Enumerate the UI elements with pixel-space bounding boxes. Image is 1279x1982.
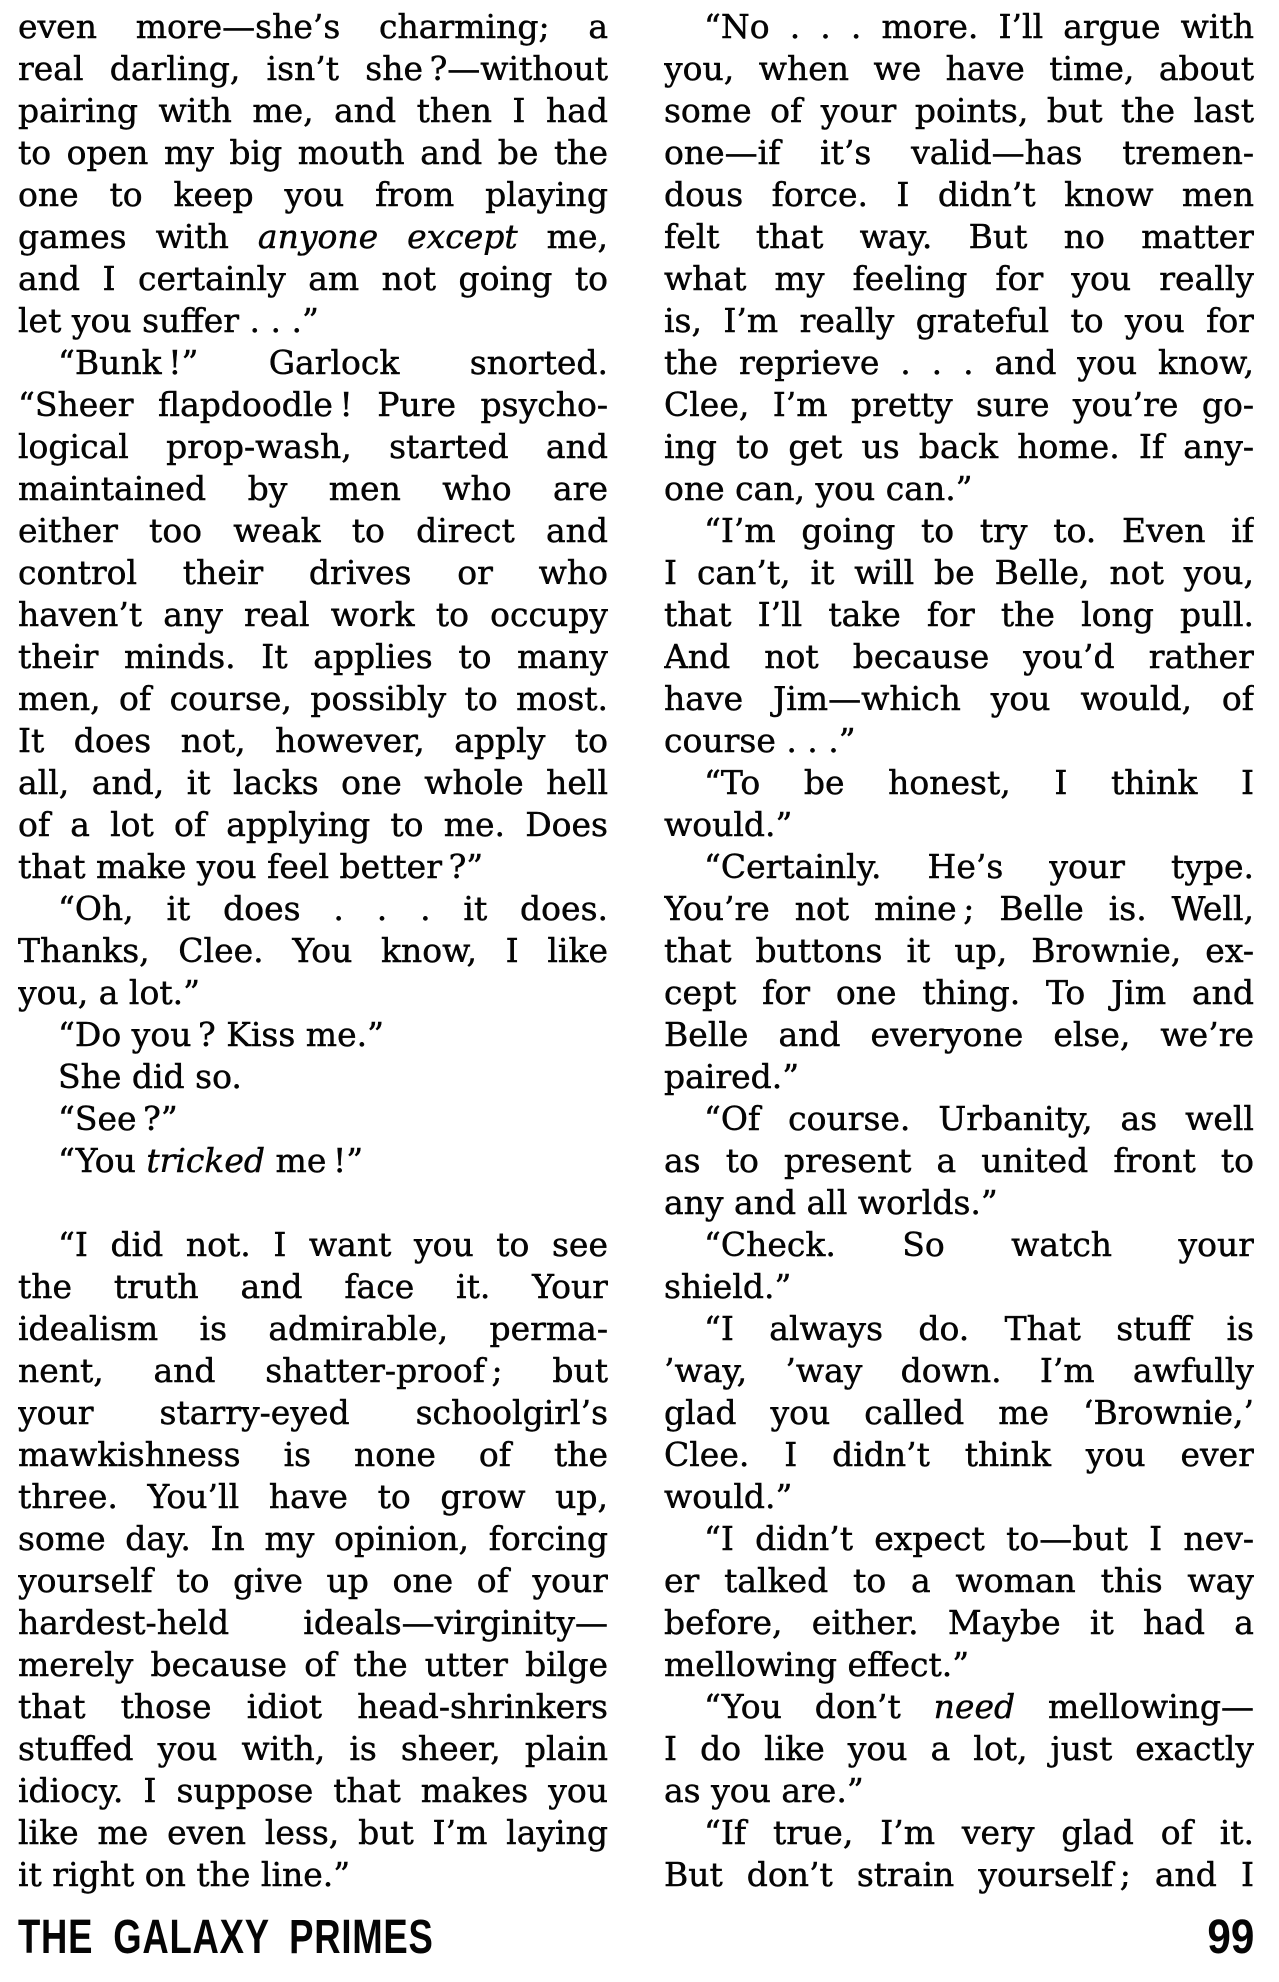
text-segment: dous force. I didn’t know men	[664, 175, 1254, 214]
text-line	[18, 762, 608, 804]
text-segment: I can’t, it will be Belle, not you,	[664, 553, 1254, 592]
text-segment: “Do you ? Kiss me.”	[58, 1015, 384, 1054]
text-segment: is, I’m really grateful to you for	[664, 301, 1254, 340]
text-line	[18, 90, 608, 132]
text-line	[18, 48, 608, 90]
text-line	[664, 804, 1254, 846]
text-line	[664, 6, 1254, 48]
italic-text: tricked	[146, 1141, 266, 1180]
text-segment: Thanks, Clee. You know, I like	[18, 931, 608, 970]
text-segment: I do like you a lot, just exactly	[664, 1729, 1254, 1768]
text-line	[18, 888, 608, 930]
text-segment: haven’t any real work to occupy	[18, 595, 608, 634]
text-line	[18, 510, 608, 552]
text-line	[664, 132, 1254, 174]
text-segment: glad you called me ‘Brownie,’	[664, 1393, 1254, 1432]
text-line	[664, 1266, 1254, 1308]
text-line	[664, 426, 1254, 468]
text-line	[664, 1812, 1254, 1854]
text-segment: “I didn’t expect to—but I nev-	[704, 1519, 1254, 1558]
text-line	[18, 174, 608, 216]
text-line	[664, 384, 1254, 426]
text-segment: some day. In my opinion, forcing	[18, 1519, 608, 1558]
text-segment: “I did not. I want you to see	[58, 1225, 608, 1264]
text-segment: ing to get us back home. If any-	[664, 427, 1254, 466]
text-line	[18, 1140, 608, 1182]
text-line	[664, 1728, 1254, 1770]
text-line	[18, 258, 608, 300]
text-segment: that those idiot head-shrinkers	[18, 1687, 608, 1726]
text-line	[18, 1644, 608, 1686]
text-segment: control their drives or who	[18, 553, 608, 592]
text-segment: ’way, ’way down. I’m awfully	[664, 1351, 1254, 1390]
text-segment: idealism is admirable, perma-	[18, 1309, 608, 1348]
text-line	[18, 342, 608, 384]
text-segment: “Of course. Urbanity, as well	[704, 1099, 1254, 1138]
text-line	[664, 720, 1254, 762]
text-segment: yourself to give up one of your	[18, 1561, 608, 1600]
italic-text: anyone except	[257, 217, 518, 256]
text-line	[664, 636, 1254, 678]
text-segment: one—if it’s valid—has tremen-	[664, 133, 1254, 172]
text-line	[664, 594, 1254, 636]
text-line	[664, 300, 1254, 342]
text-segment: Belle and everyone else, we’re	[664, 1015, 1254, 1054]
text-line	[18, 1686, 608, 1728]
text-line	[18, 1518, 608, 1560]
text-line	[18, 1602, 608, 1644]
text-segment: course . . .”	[664, 721, 856, 760]
text-columns	[18, 6, 1254, 1896]
text-line	[664, 1014, 1254, 1056]
text-line	[18, 216, 608, 258]
text-line	[18, 426, 608, 468]
text-line	[664, 1644, 1254, 1686]
text-segment: even more—she’s charming; a	[18, 7, 608, 46]
text-line	[18, 552, 608, 594]
text-line	[664, 1686, 1254, 1728]
text-line	[664, 1392, 1254, 1434]
text-line	[18, 384, 608, 426]
text-segment: But don’t strain yourself ; and I	[664, 1855, 1254, 1894]
text-line	[664, 1518, 1254, 1560]
text-segment: men, of course, possibly to most.	[18, 679, 608, 718]
text-segment: that make you feel better ?”	[18, 847, 484, 886]
text-segment: any and all worlds.”	[664, 1183, 998, 1222]
text-line	[664, 1602, 1254, 1644]
text-segment: like me even less, but I’m laying	[18, 1813, 608, 1852]
text-segment: that I’ll take for the long pull.	[664, 595, 1254, 634]
text-segment: you, when we have time, about	[664, 49, 1254, 88]
text-line	[664, 258, 1254, 300]
text-line	[664, 1056, 1254, 1098]
text-segment: as you are.”	[664, 1771, 864, 1810]
text-segment: that buttons it up, Brownie, ex-	[664, 931, 1254, 970]
text-segment: one can, you can.”	[664, 469, 973, 508]
text-line	[664, 1308, 1254, 1350]
text-line	[18, 1014, 608, 1056]
text-segment: “See ?”	[58, 1099, 178, 1138]
running-title: THE GALAXY PRIMES	[18, 1911, 434, 1964]
text-line	[18, 132, 608, 174]
right-column	[664, 6, 1254, 1896]
text-segment: Clee. I didn’t think you ever	[664, 1435, 1254, 1474]
text-segment: what my feeling for you really	[664, 259, 1254, 298]
text-segment: to open my big mouth and be the	[18, 133, 608, 172]
text-segment: either too weak to direct and	[18, 511, 608, 550]
text-line	[18, 930, 608, 972]
text-segment: “Certainly. He’s your type.	[704, 847, 1254, 886]
text-segment: “Check. So watch your	[704, 1225, 1254, 1264]
text-segment: “To be honest, I think I	[704, 763, 1254, 802]
text-segment: nent, and shatter-proof ; but	[18, 1351, 608, 1390]
text-line	[18, 1350, 608, 1392]
text-segment: “Oh, it does . . . it does.	[58, 889, 608, 928]
text-segment: real darling, isn’t she ?—without	[18, 49, 608, 88]
text-segment: “You	[58, 1141, 147, 1180]
text-line	[18, 468, 608, 510]
text-segment: “You don’t	[704, 1687, 934, 1726]
text-line	[18, 1476, 608, 1518]
text-segment: paired.”	[664, 1057, 800, 1096]
text-segment: er talked to a woman this way	[664, 1561, 1254, 1600]
text-segment: “Sheer flapdoodle ! Pure psycho-	[18, 385, 608, 424]
text-segment: “Bunk !” Garlock snorted.	[58, 343, 608, 382]
text-segment: me !”	[265, 1141, 364, 1180]
text-line	[664, 174, 1254, 216]
text-segment: mellowing effect.”	[664, 1645, 970, 1684]
text-segment: it right on the line.”	[18, 1855, 351, 1894]
text-line	[664, 678, 1254, 720]
text-segment: idiocy. I suppose that makes you	[18, 1771, 608, 1810]
text-line	[18, 6, 608, 48]
text-segment: “I’m going to try to. Even if	[704, 511, 1254, 550]
text-segment: would.”	[664, 1477, 793, 1516]
text-line	[18, 1854, 608, 1896]
text-segment: felt that way. But no matter	[664, 217, 1254, 256]
text-segment: as to present a united front to	[664, 1141, 1254, 1180]
text-line	[664, 1140, 1254, 1182]
text-line	[18, 300, 608, 342]
text-line	[18, 1266, 608, 1308]
text-segment: And not because you’d rather	[664, 637, 1254, 676]
text-segment: Clee, I’m pretty sure you’re go-	[664, 385, 1254, 424]
text-line	[664, 1560, 1254, 1602]
text-segment: and I certainly am not going to	[18, 259, 608, 298]
text-line	[664, 1434, 1254, 1476]
left-column	[18, 6, 608, 1896]
text-line	[664, 1770, 1254, 1812]
text-line	[664, 90, 1254, 132]
text-line	[664, 1854, 1254, 1896]
text-segment: three. You’ll have to grow up,	[18, 1477, 608, 1516]
text-segment: merely because of the utter bilge	[18, 1645, 608, 1684]
text-segment: shield.”	[664, 1267, 792, 1306]
text-segment: She did so.	[58, 1057, 242, 1096]
text-segment: one to keep you from playing	[18, 175, 608, 214]
text-segment: “No . . . more. I’ll argue with	[704, 7, 1254, 46]
text-line	[664, 1182, 1254, 1224]
text-segment: the reprieve . . . and you know,	[664, 343, 1254, 382]
text-line	[18, 1812, 608, 1854]
text-line	[18, 594, 608, 636]
text-segment: the truth and face it. Your	[18, 1267, 608, 1306]
text-segment: “I always do. That stuff is	[704, 1309, 1254, 1348]
text-segment: “If true, I’m very glad of it.	[704, 1813, 1254, 1852]
text-segment: of a lot of applying to me. Does	[18, 805, 608, 844]
text-line	[18, 1224, 608, 1266]
text-segment: some of your points, but the last	[664, 91, 1254, 130]
text-line	[664, 1224, 1254, 1266]
text-line	[664, 762, 1254, 804]
text-line	[18, 1308, 608, 1350]
text-line	[18, 846, 608, 888]
text-segment: me,	[517, 217, 608, 256]
text-segment: hardest-held ideals—virginity—	[18, 1603, 608, 1642]
text-segment: mawkishness is none of the	[18, 1435, 608, 1474]
text-segment: your starry-eyed schoolgirl’s	[18, 1393, 608, 1432]
text-line	[664, 552, 1254, 594]
text-segment: would.”	[664, 805, 793, 844]
text-segment: let you suffer . . .”	[18, 301, 319, 340]
text-segment: games with	[18, 217, 258, 256]
text-line	[664, 48, 1254, 90]
text-segment: their minds. It applies to many	[18, 637, 608, 676]
text-segment: mellowing—	[1015, 1687, 1254, 1726]
text-line	[664, 468, 1254, 510]
text-line	[18, 636, 608, 678]
text-segment: logical prop-wash, started and	[18, 427, 608, 466]
text-segment: have Jim—which you would, of	[664, 679, 1254, 718]
text-line	[664, 342, 1254, 384]
text-line	[664, 1476, 1254, 1518]
text-line	[18, 1392, 608, 1434]
text-line	[18, 1056, 608, 1098]
text-line	[18, 972, 608, 1014]
text-segment: all, and, it lacks one whole hell	[18, 763, 608, 802]
text-segment: stuffed you with, is sheer, plain	[18, 1729, 608, 1768]
italic-text: need	[933, 1687, 1016, 1726]
text-line	[18, 1770, 608, 1812]
text-line	[18, 1434, 608, 1476]
text-line	[664, 1350, 1254, 1392]
text-segment: you, a lot.”	[18, 973, 200, 1012]
text-line	[664, 216, 1254, 258]
text-line	[664, 1098, 1254, 1140]
text-line	[18, 678, 608, 720]
text-segment: maintained by men who are	[18, 469, 608, 508]
text-line	[664, 888, 1254, 930]
text-segment: cept for one thing. To Jim and	[664, 973, 1254, 1012]
text-line	[18, 1728, 608, 1770]
text-line	[18, 720, 608, 762]
text-segment: pairing with me, and then I had	[18, 91, 608, 130]
text-segment: It does not, however, apply to	[18, 721, 608, 760]
text-line	[18, 804, 608, 846]
page-footer	[18, 1910, 1254, 1965]
text-line	[664, 846, 1254, 888]
text-segment: before, either. Maybe it had a	[664, 1603, 1254, 1642]
page-number: 99	[1207, 1911, 1254, 1964]
text-line	[18, 1560, 608, 1602]
text-line	[664, 930, 1254, 972]
text-line	[18, 1098, 608, 1140]
text-line	[664, 972, 1254, 1014]
text-segment: You’re not mine ; Belle is. Well,	[664, 889, 1254, 928]
text-line	[664, 510, 1254, 552]
